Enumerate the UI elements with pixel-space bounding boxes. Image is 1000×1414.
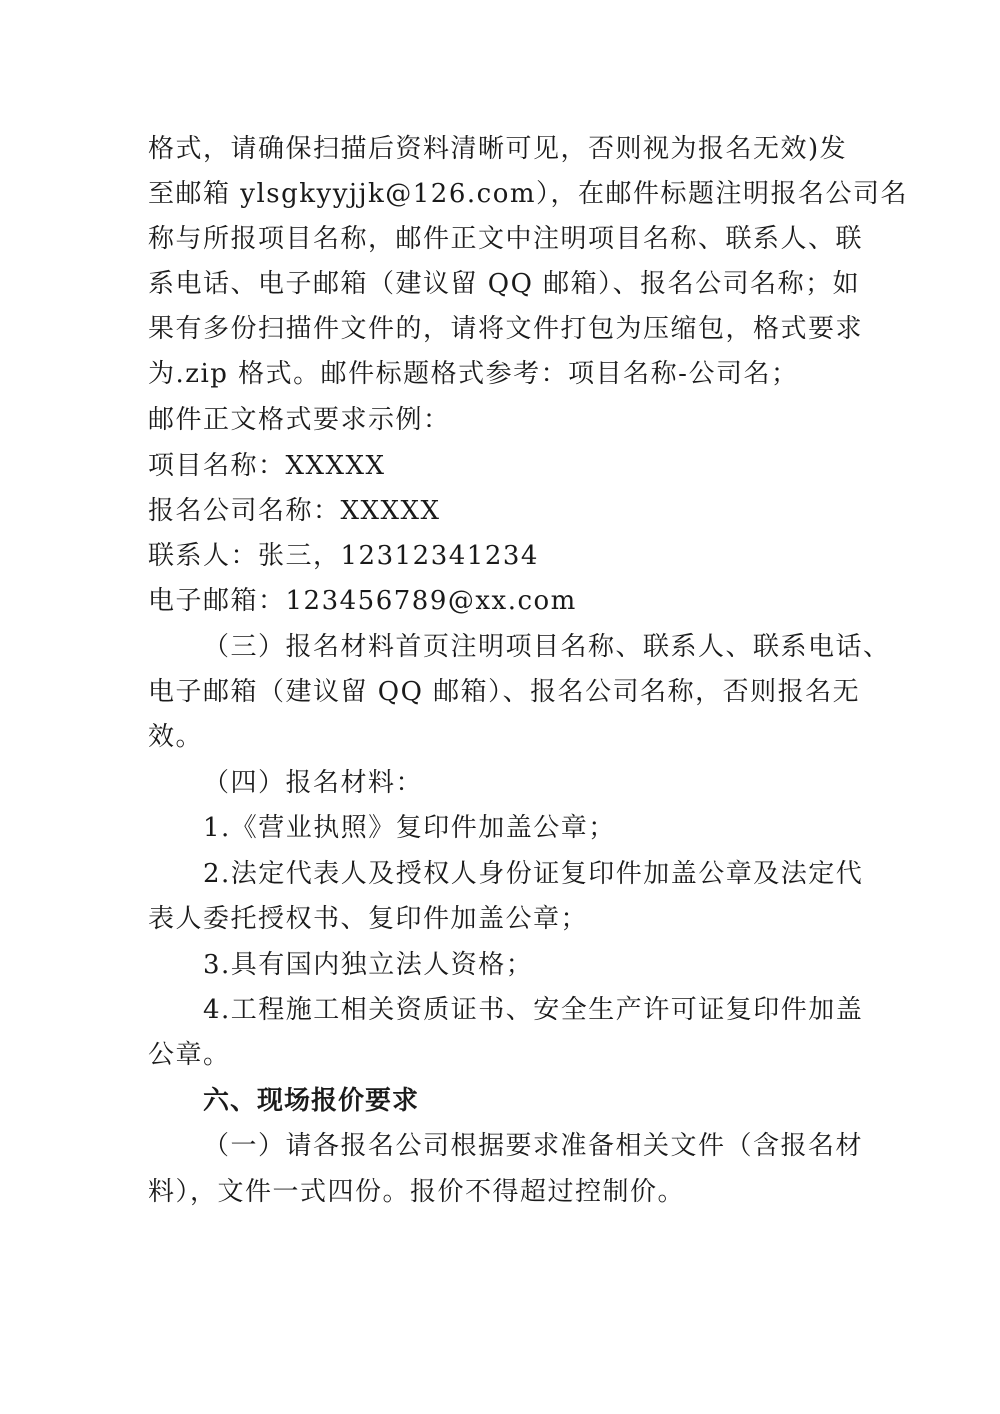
text-line: 1.《营业执照》复印件加盖公章； — [203, 813, 616, 843]
text-line: 表人委托授权书、复印件加盖公章； — [148, 904, 589, 934]
text-line: 2.法定代表人及授权人身份证复印件加盖公章及法定代 — [203, 859, 864, 889]
text-line: 电子邮箱：123456789@xx.com — [148, 586, 577, 616]
text-line: 联系人：张三，12312341234 — [148, 541, 539, 571]
text-line: 果有多份扫描件文件的，请将文件打包为压缩包，格式要求 — [148, 314, 864, 344]
text-line: 3.具有国内独立法人资格； — [203, 950, 534, 980]
text-line: （三）报名材料首页注明项目名称、联系人、联系电话、 — [203, 632, 891, 662]
text-line: 至邮箱 ylsgkyyjjk@126.com），在邮件标题注明报名公司名 — [148, 179, 909, 209]
text-line: 称与所报项目名称，邮件正文中注明项目名称、联系人、联 — [148, 224, 864, 254]
text-line: 公章。 — [148, 1040, 231, 1070]
text-line: 邮件正文格式要求示例： — [148, 405, 451, 435]
text-line: 为.zip 格式。邮件标题格式参考：项目名称-公司名； — [148, 359, 799, 389]
text-line: 电子邮箱（建议留 QQ 邮箱）、报名公司名称，否则报名无 — [148, 677, 861, 707]
text-line: （四）报名材料： — [203, 768, 424, 798]
text-line: 格式，请确保扫描后资料清晰可见，否则视为报名无效)发 — [148, 134, 848, 164]
text-line: 项目名称：XXXXX — [148, 451, 386, 481]
text-line: 料），文件一式四份。报价不得超过控制价。 — [148, 1177, 686, 1207]
text-line: 系电话、电子邮箱（建议留 QQ 邮箱）、报名公司名称；如 — [148, 269, 861, 299]
section-heading: 六、现场报价要求 — [203, 1086, 420, 1116]
text-line: 4.工程施工相关资质证书、安全生产许可证复印件加盖 — [203, 995, 864, 1025]
text-line: 效。 — [148, 722, 204, 752]
text-line: 报名公司名称：XXXXX — [148, 496, 441, 526]
text-line: （一）请各报名公司根据要求准备相关文件（含报名材 — [203, 1131, 864, 1161]
